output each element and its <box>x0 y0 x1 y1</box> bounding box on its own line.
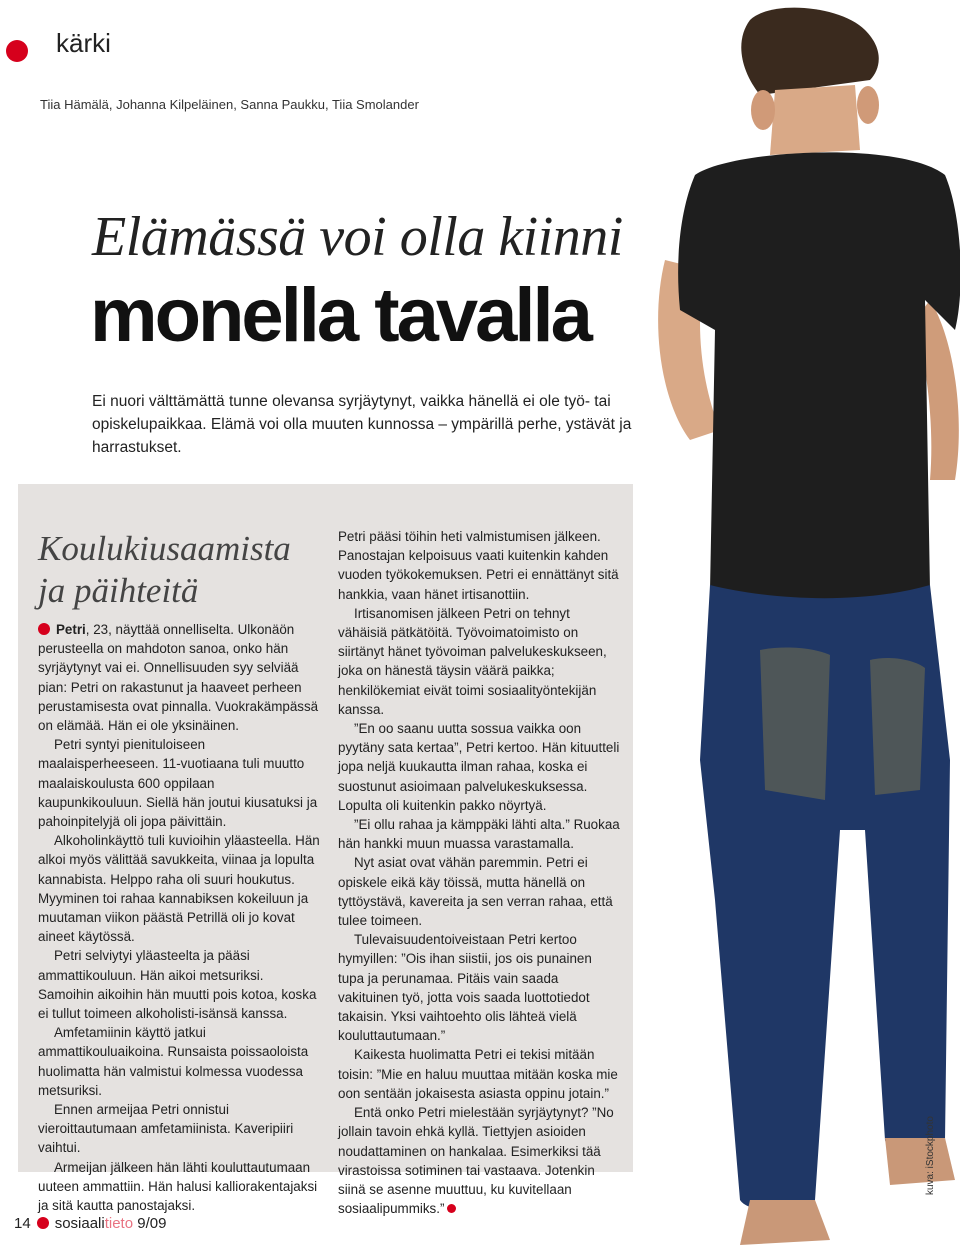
footer-dot <box>37 1217 49 1229</box>
issue-number: 9/09 <box>137 1215 167 1232</box>
box-heading <box>38 528 318 612</box>
title-line-2: monella tavalla <box>90 273 590 358</box>
paragraph: Irtisanomisen jälkeen Petri on tehnyt vähäisiä pätkätöitä. Työvoimatoimisto on siirtänyt hänet työvoiman palvelukeskukseen, joka on hänestä täysin väärä paikka; henkilökemiat eivät toimi sosiaalityöntekijän kanssa. <box>338 605 607 717</box>
paragraph: ”Ei ollu rahaa ja kämppäki lähti alta.” Ruokaa hän hankki muun muassa varastamalla. <box>338 817 620 852</box>
footer <box>14 1215 166 1232</box>
paragraph: Armeijan jälkeen hän lähti kouluttautumaan uuteen ammattiin. Hän halusi kalliorakentajaksi ja sitä kautta panostajaksi. <box>38 1159 318 1214</box>
paragraph: ”En oo saanu uutta sossua vaikka oon pyytäny sata kertaa”, Petri kertoo. Hän kituutteli jopa neljä kuukautta ilman rahaa, koska ei suostunut asioimaan palvelukeskuksessa. Lopulta oli kuitenkin pakko nöyrtyä. <box>338 721 620 813</box>
page-number: 14 <box>14 1215 31 1232</box>
photo-credit: kuva: iStockphoto <box>925 1116 936 1195</box>
paragraph: Nyt asiat ovat vähän paremmin. Petri ei opiskele eikä käy töissä, mutta hänellä on tyttöystävä, kavereita ja sen verran rahaa, että tulee toimeen. <box>338 855 613 929</box>
last-paragraph-text: Entä onko Petri mielestään syrjäytynyt? ”No jollain tavoin ehkä kyllä. Tiettyjen asioiden noudattaminen on hankalaa. Esimerkiksi tää virastoissa sotiminen tai vastaava. Jotenkin siinä se asenne muuttuu, ku kuvitellaan sosiaalipummiks.” <box>338 1105 614 1217</box>
right-column <box>338 527 620 1218</box>
paragraph: Petri selviytyi yläasteelta ja pääsi ammattikouluun. Hän aikoi metsuriksi. Samoihin aikoihin hän muutti pois kotoa, koska ei tullut toimeen alkoholisti-isänsä kanssa. <box>38 948 317 1022</box>
person-photo <box>600 0 960 1245</box>
bullet-dot <box>38 623 50 635</box>
magazine-name-light: tieto <box>104 1215 134 1232</box>
paragraph: Tulevaisuudentoiveistaan Petri kertoo hymyillen: ”Ois ihan siistii, jos ois punainen tupa ja perunamaa. Pitäis vain saada vakituinen työ, jotta vois saada luottotiedot takaisin. Yksi vaihtoehto olis lähteä vielä kouluttautumaan.” <box>338 932 592 1044</box>
authors: Tiia Hämälä, Johanna Kilpeläinen, Sanna Paukku, Tiia Smolander <box>40 97 419 112</box>
first-paragraph <box>38 620 320 735</box>
last-paragraph <box>338 1103 620 1218</box>
paragraph: Alkoholinkäyttö tuli kuvioihin yläasteella. Hän alkoi myös välittää savukkeita, viinaa ja lopulta kannabista. Helppo raha oli suuri houkutus. Myyminen toi rahaa kannabiksen kokeiluun ja muutaman viikon päästä Petrillä oli jo kovat aineet käytössä. <box>38 833 320 945</box>
paragraph: Petri pääsi töihin heti valmistumisen jälkeen. Panostajan kelpoisuus vaati kuitenkin kahden vuoden työkokemuksen. Petri ei ennättänyt sitä hankkia, vaan hänet irtisanottiin. <box>338 529 619 602</box>
end-dot <box>447 1204 456 1213</box>
paragraph: Kaikesta huolimatta Petri ei tekisi mitään toisin: ”Mie en haluu muuttaa mitään koska mie oon sentään jokaisesta asiasta oppinu jotain.” <box>338 1047 618 1101</box>
section-label: kärki <box>56 28 111 58</box>
first-paragraph-name: Petri <box>56 622 86 637</box>
lead-paragraph: Ei nuori välttämättä tunne olevansa syrjäytynyt, vaikka hänellä ei ole työ- tai opiskelupaikkaa. Elämä voi olla muuten kunnossa – ympärillä perhe, ystävät ja harrastukset. <box>92 393 632 456</box>
box-heading-line-1: Koulukiusaamista <box>38 529 291 568</box>
magazine-name: sosiaali <box>54 1215 105 1232</box>
paragraph: Amfetamiinin käyttö jatkui ammattikouluaikoina. Runsaista poissaoloista huolimatta hän valmistui kolmessa vuodessa metsuriksi. <box>38 1025 309 1098</box>
section-dot <box>6 40 28 62</box>
left-column <box>38 620 320 1215</box>
box-heading-line-2: ja päihteitä <box>38 571 199 610</box>
paragraph: Petri syntyi pienituloiseen maalaisperheeseen. 11-vuotiaana tuli muutto maalaiskoulusta 600 oppilaan kaupunkikouluun. Siellä hän joutui kiusatuksi ja pahoinpitelyjä oli jopa päivittäin. <box>38 737 318 830</box>
paragraph: Ennen armeijaa Petri onnistui vieroittautumaan amfetamiinista. Kaveripiiri vaihtui. <box>38 1102 294 1156</box>
first-paragraph-text: , 23, näyttää onnelliselta. Ulkonäön perusteella on mahdoton sanoa, onko hän syrjäytynyt vai ei. Onnellisuuden syy selviää pian: Petri on rakastunut ja haaveet perheen perustamisesta ovat pinnalla. Vuokrakämpässä on elämää. Hän ei ole yksinäinen. <box>38 622 319 734</box>
title-line-1: Elämässä voi olla kiinni <box>92 206 623 268</box>
